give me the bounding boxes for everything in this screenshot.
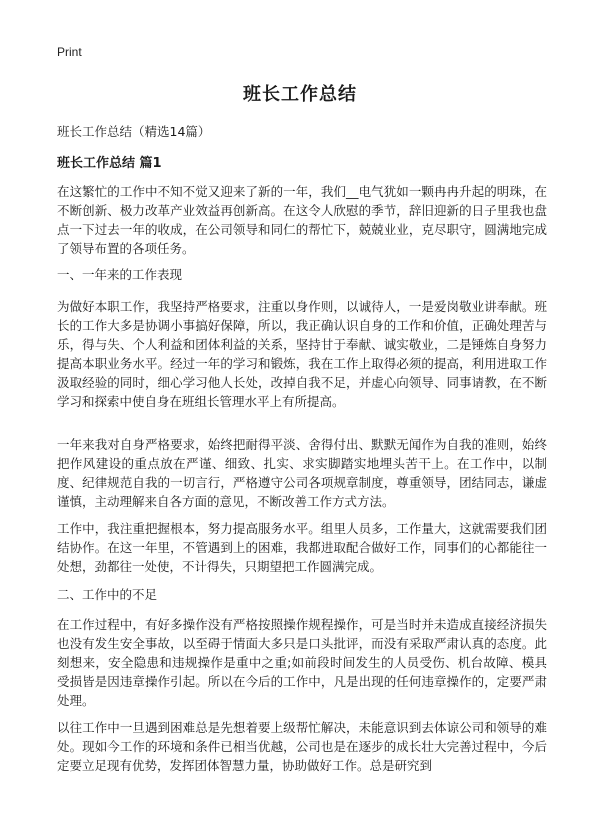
- paragraph-performance-3: 工作中，我注重把握根本，努力提高服务水平。组里人员多，工作量大，这就需要我们团结协作。在这一年里，不管遇到上的困难，我都进取配合做好工作，同事们的心都能往一处想，劲都往一处使，不计得失，只期望把工作圆满完成。: [57, 521, 547, 574]
- heading-shortcomings: 二、工作中的不足: [57, 587, 158, 602]
- paragraph-shortcomings-2: 以往工作中一旦遇到困难总是先想着要上级帮忙解决，未能意识到去体谅公司和领导的难处。现如今工作的环境和条件已相当优越，公司也是在逐步的成长壮大完善过程中，今后定要立足现有优势，发挥团体智慧力量，协助做好工作。总是研究到: [57, 720, 547, 773]
- document-subtitle: 班长工作总结（精选14篇）: [57, 124, 211, 139]
- paragraph-shortcomings-1: 在工作过程中，有好多操作没有严格按照操作规程操作，可是当时并未造成直接经济损失也没有发生安全事故，以至碍于情面大多只是口头批评，而没有采取严肃认真的态度。此刻想来，安全隐患和违规操作是重中之重;如前段时间发生的人员受伤、机台故障、模具受损皆是因违章操作引起。所以在今后的工作中，凡是出现的任何违章操作的，定要严肃处理。: [57, 617, 547, 708]
- heading-work-performance: 一、一年来的工作表现: [57, 267, 183, 282]
- paragraph-intro: 在这繁忙的工作中不知不觉又迎来了新的一年，我们__电气犹如一颗冉冉升起的明珠，在不断创新、极力改革产业效益再创新高。在这令人欣慰的季节，辞旧迎新的日子里我也盘点一下过去一年的收成，在公司领导和同仁的帮忙下，兢兢业业，克尽职守，圆满地完成了领导布置的各项任务。: [57, 184, 547, 256]
- page-title: 班长工作总结: [243, 84, 357, 105]
- section-title: 班长工作总结 篇1: [57, 156, 162, 171]
- print-label: Print: [57, 45, 82, 59]
- paragraph-performance-2: 一年来我对自身严格要求，始终把耐得平淡、舍得付出、默默无闻作为自我的准则，始终把作风建设的重点放在严谨、细致、扎实、求实脚踏实地埋头苦干上。在工作中，以制度、纪律规范自我的一切言行，严格遵守公司各项规章制度，尊重领导，团结同志，谦虚谨慎，主动理解来自各方面的意见，不断改善工作方式方法。: [57, 437, 547, 509]
- paragraph-performance-1: 为做好本职工作，我坚持严格要求，注重以身作则，以诚待人，一是爱岗敬业讲奉献。班长的工作大多是协调小事搞好保障，所以，我正确认识自身的工作和价值，正确处理苦与乐，得与失、个人利益和团体利益的关系，坚持甘于奉献、诚实敬业，二是锤炼自身努力提高本职业务水平。经过一年的学习和锻炼，我在工作上取得必须的提高，利用进取工作汲取经验的同时，细心学习他人长处，改掉自我不足，并虚心向领导、同事请教，在不断学习和探索中使自身在班组长管理水平上有所提高。: [57, 299, 547, 409]
